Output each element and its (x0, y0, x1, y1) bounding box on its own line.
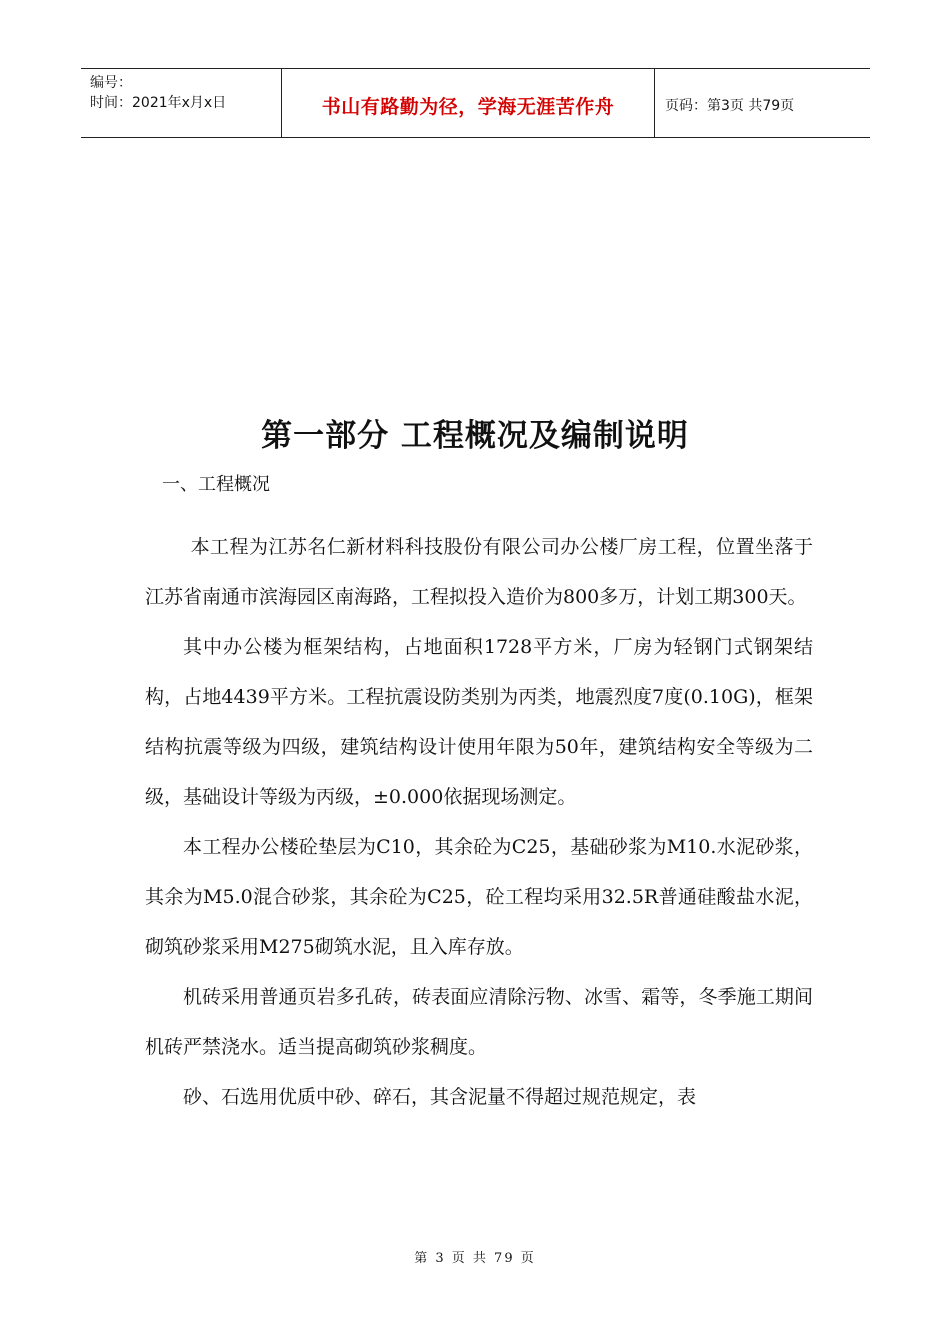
paragraph: 砂、石选用优质中砂、碎石，其含泥量不得超过规范规定，表 (183, 1086, 697, 1108)
page-footer: 第 3 页 共 79 页 (414, 1251, 536, 1266)
header-motto: 书山有路勤为径，学海无涯苦作舟 (282, 69, 655, 137)
page-header (81, 68, 870, 138)
paragraph: 机砖采用普通页岩多孔砖，砖表面应清除污物、冰雪、霜等，冬季施工期间机砖严禁浇水。适当提高砌筑砂浆稠度。 (145, 986, 813, 1058)
paragraph: 本工程办公楼砼垫层为C10，其余砼为C25，基础砂浆为M10.水泥砂浆，其余为M5.0混合砂浆，其余砼为C25，砼工程均采用32.5R普通硅酸盐水泥，砌筑砂浆采用M275砌筑水泥，且入库存放。 (145, 836, 813, 958)
section-heading: 一、工程概况 (162, 474, 270, 495)
paragraph: 其中办公楼为框架结构，占地面积1728平方米，厂房为轻钢门式钢架结构，占地4439平方米。工程抗震设防类别为丙类，地震烈度7度(0.10G)，框架结构抗震等级为四级，建筑结构设计使用年限为50年，建筑结构安全等级为二级，基础设计等级为丙级，±0.000依据现场测定。 (145, 636, 813, 808)
body-content (145, 522, 813, 1122)
document-number: 编号： (90, 75, 132, 91)
page-title: 第一部分 工程概况及编制说明 (261, 418, 689, 454)
header-meta (81, 69, 282, 137)
header-page-info: 页码：第3页 共79页 (665, 98, 795, 114)
paragraph: 本工程为江苏名仁新材料科技股份有限公司办公楼厂房工程，位置坐落于江苏省南通市滨海园区南海路，工程拟投入造价为800多万，计划工期300天。 (145, 536, 813, 608)
document-time: 时间：2021年x月x日 (90, 95, 227, 111)
